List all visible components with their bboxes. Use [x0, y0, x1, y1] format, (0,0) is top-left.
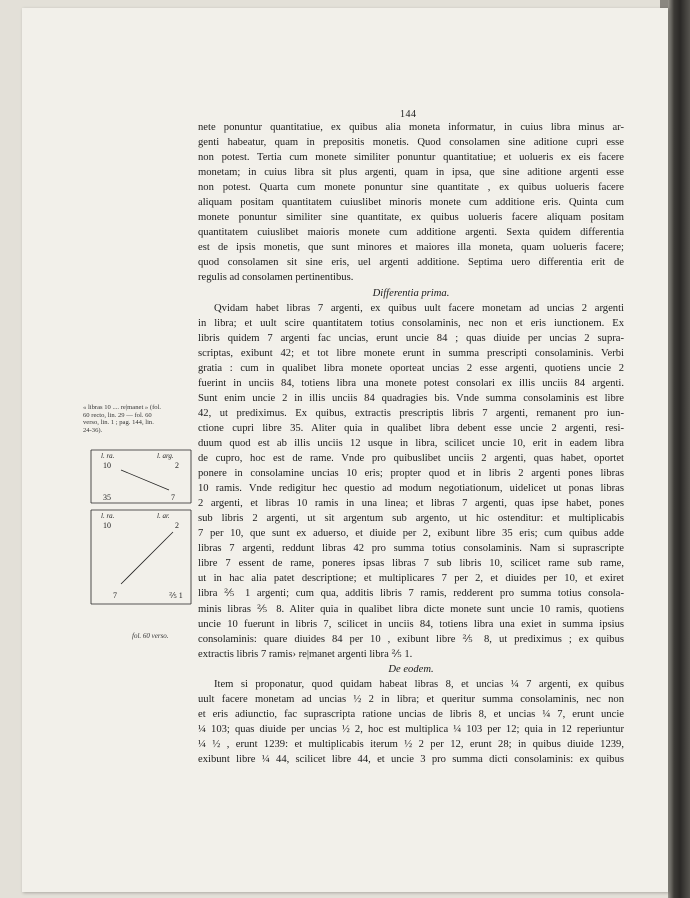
- bottom-value-top-left: 10: [103, 521, 111, 530]
- top-col1-header: l. ra.: [101, 452, 115, 460]
- text-line: 42, ut prediximus. Ex quibus, extractis prescriptis libris 7 argenti, remanent pro iun-: [198, 407, 624, 419]
- text-line: exibunt libre ¼ 44, scilicet libre 44, et uncie 3 pro summa dicti consolaminis: ex quibus: [198, 753, 624, 765]
- text-line: 7 per 10, que sunt ex aduerso, et diuide per 2, exibunt libre 35 eris; cum quibus adde: [198, 528, 624, 540]
- text-line: non potest. Quarta cum monete ponuntur sine quantitate , ex quibus uolueris facere: [198, 182, 624, 194]
- bottom-diagonal-line: [121, 532, 173, 584]
- bottom-value-bottom-right: ⅖ 1: [169, 591, 183, 600]
- top-diagonal-line: [121, 470, 169, 490]
- text-line: minis libras ⅖ 8. Aliter quia in qualibet libra dicte monete sunt uncie 10 ramis, quotiens: [198, 603, 624, 615]
- text-line: extractis libris 7 ramis› re|manet argenti libra ⅖ 1.: [198, 648, 413, 660]
- text-line: monetam; in cuius libra sit plus argenti, quam in ipsa, que sine aditione argenti esse: [198, 167, 624, 179]
- text-line: 10 ramis. Vnde redigitur hec questio ad modum negotiationum, uidelicet ut ponas libras: [198, 483, 624, 495]
- text-line: quod consolamen sit sine eris, uel argenti additione. Septima uero differentia erit de: [198, 257, 624, 269]
- text-line: 2 argenti, et libras 10 ramis in una linea; et libras 7 argenti, quas ipse habet, pones: [198, 498, 624, 510]
- book-binding: [668, 0, 690, 898]
- text-line: scriptas, exibunt 42; et tot libre monete erunt in summa prescripti consolaminis. Verbi: [198, 347, 624, 359]
- text-line: in libra; et uult scire quantitatem totius consolaminis, nec non et eris iunctionem. Ex: [198, 317, 624, 329]
- figure-top-box: [91, 450, 191, 503]
- text-line: duum quod est ab illis unciis 12 usque in libra, scilicet uncie 10, erit in eadem libra: [198, 437, 624, 449]
- bottom-value-top-right: 2: [175, 521, 179, 530]
- text-line: sub libris 2 argenti, ut sit argentum sub argento, ut hic ostenditur: et multiplicabis: [198, 513, 624, 525]
- text-line: Sunt enim uncie 2 in illis unciis 84 quadragies bis. Vnde summa consolaminis est libre: [198, 392, 624, 404]
- top-value-bottom-right: 7: [171, 493, 175, 502]
- margin-note: [83, 404, 191, 434]
- section-heading: Differentia prima.: [372, 287, 450, 299]
- text-line: aliquam positam quantitatem cuiuslibet minoris monete cum additione eris. Quinta cum: [198, 197, 624, 209]
- folio-note: fol. 60 verso.: [132, 632, 169, 640]
- text-line: ctione cupri libre 35. Aliter quia in qualibet libra debent esse uncie 2 argenti, resi-: [198, 422, 624, 434]
- text-line: libra ⅖ 1 argenti; cum qua, additis libris 7 ramis, redderent pro summa totius consola-: [198, 588, 624, 600]
- text-line: libris quidem 7 argenti fac uncias, erunt uncie 84 ; quas diuide per uncias 2 supra-: [198, 332, 624, 344]
- text-line: genti habeatur, quam in prepositis monetis. Quod consolamen sine aditione cupri esse: [198, 137, 624, 149]
- text-line: libras 7 argenti, reddunt libras 42 pro summa totius consolaminis. Nam si suprascripte: [198, 543, 624, 555]
- main-text-body: [198, 120, 624, 767]
- text-line: uncie 10 fuerunt in libris 7, scilicet in unciis 84, totiens libra una exiet in summa ipsius: [198, 618, 624, 630]
- calculation-figure: [89, 448, 193, 606]
- text-line: consolaminis: quare diuides 84 per 10 , exibunt libre ⅖ 8, ut prediximus ; ex quibus: [198, 633, 624, 645]
- margin-note-line: 24-36).: [83, 426, 103, 434]
- text-line: non potest. Tertia cum monete similiter ponuntur quantitatiue; et uolueris ex eis facere: [198, 152, 624, 164]
- bottom-col1-header: l. ra.: [101, 512, 115, 520]
- text-line: nete ponuntur quantitatiue, ex quibus alia moneta informatur, in cuius libra minus ar-: [198, 122, 624, 133]
- text-line: ponere in consolamine uncias 10 eris; propter quod et in libris 2 argenti pones libras: [198, 468, 624, 480]
- text-line: et eris adiunctio, fac suprascripta ratione uncias de libris 8, et uncias ¼ 7, erunt uncie: [198, 708, 624, 720]
- top-value-top-right: 2: [175, 461, 179, 470]
- top-value-bottom-left: 35: [103, 493, 111, 502]
- text-line: est de ipsis monetis, que sunt minores et maiores illa moneta, quam uolueris facere;: [198, 242, 624, 254]
- text-line: ut in hac alia patet descriptione; et multiplicares 7 per 2, et diuides per 10, et exiret: [198, 573, 624, 585]
- text-line: fuerint in unciis 84, totiens libra una monete potest consolari ex illis unciis 84 argenti.: [198, 377, 624, 389]
- margin-note-line: 60 recto, lin. 29 — fol. 60: [83, 411, 152, 419]
- text-line: gratia : cum in qualibet libra monete oporteat uncias 2 esse argenti, quotiens uncie 2: [198, 362, 624, 374]
- text-line: de cupro, hoc est de rame. Vnde pro quibuslibet unciis 2 argenti, quas habet, oportet: [198, 453, 624, 465]
- text-line: regulis ad consolamen pertinentibus.: [198, 272, 354, 284]
- margin-note-line: verso, lin. 1 ; pag. 144, lin.: [83, 419, 154, 427]
- margin-note-line: « libras 10 .... re|manet » (fol.: [83, 404, 162, 411]
- section-heading: De eodem.: [388, 663, 434, 675]
- text-line: uult facere monetam ad uncias ½ 2 in libra; et queritur summa consolaminis, nec non: [198, 693, 624, 705]
- text-line: quantitatem cuiuslibet maioris monete cum additione argenti. Sexta quidem differentia: [198, 227, 624, 239]
- text-line: ¼ ½ , erunt 1239: et multiplicabis iterum ½ 2 per 12, erunt 28; in quibus diuide 1239,: [198, 738, 624, 750]
- text-line: monete ponuntur similiter sine quantitate, ex quibus uolueris facere aliquam positam: [198, 212, 624, 224]
- page-number: 144: [400, 109, 417, 120]
- text-line: Item si proponatur, quod quidam habeat libras 8, et uncias ¼ 7 argenti, ex quibus: [214, 678, 624, 690]
- top-value-top-left: 10: [103, 461, 111, 470]
- text-line: Qvidam habet libras 7 argenti, ex quibus uult facere monetam ad uncias 2 argenti: [214, 302, 624, 314]
- figure-bottom-box: [91, 510, 191, 604]
- text-line: ¼ 103; quas diuide per uncias ½ 2, hoc est multiplica ¼ 103 per 12; quia in 12 reperiuntur: [198, 723, 624, 735]
- text-line: libre 7 essent de rame, poneres ipsas libras 7 sub libris 10, scilicet rame sub rame,: [198, 558, 624, 570]
- top-col2-header: l. arg.: [157, 452, 174, 460]
- bottom-value-bottom-left: 7: [113, 591, 117, 600]
- bottom-col2-header: l. ar.: [157, 512, 170, 520]
